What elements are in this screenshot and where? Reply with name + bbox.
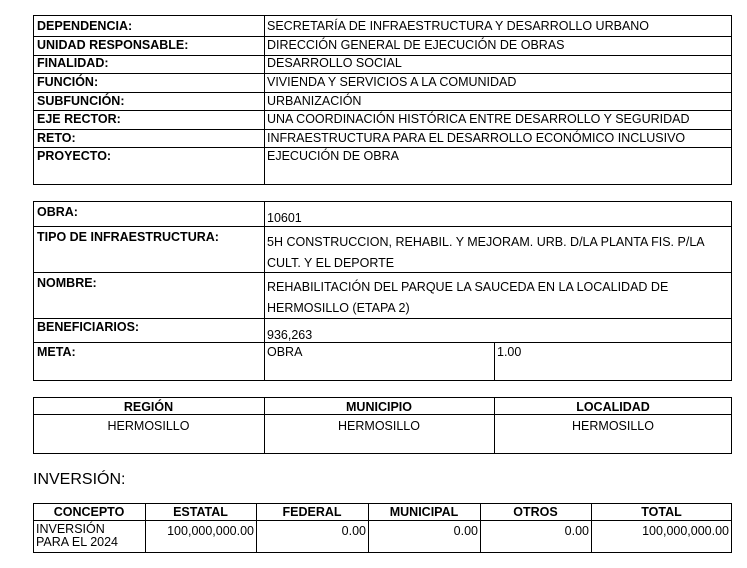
unidad-responsable-value: DIRECCIÓN GENERAL DE EJECUCIÓN DE OBRAS xyxy=(267,38,565,52)
inversion-title: INVERSIÓN: xyxy=(33,471,126,488)
row-separator xyxy=(33,272,732,273)
concepto-value: INVERSIÓN PARA EL 2024 xyxy=(36,522,119,549)
row-separator xyxy=(33,147,732,148)
row-separator xyxy=(33,110,732,111)
municipal-header: MUNICIPAL xyxy=(389,505,459,519)
region-header: REGIÓN xyxy=(123,400,174,414)
general-info-divider xyxy=(264,15,265,185)
reto-label: RETO: xyxy=(37,131,76,145)
eje-rector-value: UNA COORDINACIÓN HISTÓRICA ENTRE DESARROLLO Y SEGURIDAD xyxy=(267,112,690,126)
otros-value: 0.00 xyxy=(564,524,589,538)
meta-divider xyxy=(494,342,495,381)
total-header: TOTAL xyxy=(641,505,682,519)
estatal-header: ESTATAL xyxy=(173,505,228,519)
row-separator xyxy=(33,226,732,227)
meta-label: META: xyxy=(37,345,76,359)
obra-value: 10601 xyxy=(267,211,302,225)
obra-label: OBRA: xyxy=(37,205,78,219)
finalidad-label: FINALIDAD: xyxy=(37,56,109,70)
beneficiarios-value: 936,263 xyxy=(267,328,313,342)
subfuncion-label: SUBFUNCIÓN: xyxy=(37,94,125,108)
localidad-header: LOCALIDAD xyxy=(576,400,650,414)
funcion-label: FUNCIÓN: xyxy=(37,75,99,89)
nombre-value: REHABILITACIÓN DEL PARQUE LA SAUCEDA EN LA LOCALIDAD DE HERMOSILLO (ETAPA 2) xyxy=(267,280,669,315)
row-separator xyxy=(33,342,732,343)
municipio-header: MUNICIPIO xyxy=(346,400,412,414)
unidad-responsable-label: UNIDAD RESPONSABLE: xyxy=(37,38,189,52)
dependencia-label: DEPENDENCIA: xyxy=(37,19,133,33)
proyecto-value: EJECUCIÓN DE OBRA xyxy=(267,149,399,163)
row-separator xyxy=(33,73,732,74)
row-separator xyxy=(33,318,732,319)
otros-header: OTROS xyxy=(513,505,558,519)
meta-value: 1.00 xyxy=(497,345,522,359)
obra-divider xyxy=(264,201,265,381)
federal-header: FEDERAL xyxy=(282,505,342,519)
funcion-value: VIVIENDA Y SERVICIOS A LA COMUNIDAD xyxy=(267,75,517,89)
dependencia-value: SECRETARÍA DE INFRAESTRUCTURA Y DESARROLLO URBANO xyxy=(267,19,650,33)
estatal-value: 100,000,000.00 xyxy=(167,524,254,538)
total-value: 100,000,000.00 xyxy=(642,524,729,538)
meta-unit: OBRA xyxy=(267,345,303,359)
tipo-infraestructura-label: TIPO DE INFRAESTRUCTURA: xyxy=(37,230,219,244)
nombre-label: NOMBRE: xyxy=(37,276,97,290)
concepto-header: CONCEPTO xyxy=(53,505,125,519)
row-separator xyxy=(33,36,732,37)
row-separator xyxy=(33,92,732,93)
reto-value: INFRAESTRUCTURA PARA EL DESARROLLO ECONÓMICO INCLUSIVO xyxy=(267,131,686,145)
tipo-infraestructura-value: 5H CONSTRUCCION, REHABIL. Y MEJORAM. URB. D/LA PLANTA FIS. P/LA CULT. Y EL DEPORTE xyxy=(267,235,704,270)
proyecto-label: PROYECTO: xyxy=(37,149,112,163)
subfuncion-value: URBANIZACIÓN xyxy=(267,94,362,108)
localidad-value: HERMOSILLO xyxy=(572,419,654,433)
region-value: HERMOSILLO xyxy=(107,419,190,433)
finalidad-value: DESARROLLO SOCIAL xyxy=(267,56,402,70)
eje-rector-label: EJE RECTOR: xyxy=(37,112,121,126)
inversion-header-separator xyxy=(33,520,732,521)
federal-value: 0.00 xyxy=(341,524,366,538)
municipio-value: HERMOSILLO xyxy=(338,419,420,433)
beneficiarios-label: BENEFICIARIOS: xyxy=(37,320,140,334)
municipal-value: 0.00 xyxy=(453,524,478,538)
row-separator xyxy=(33,129,732,130)
ubicacion-header-separator xyxy=(33,414,732,415)
